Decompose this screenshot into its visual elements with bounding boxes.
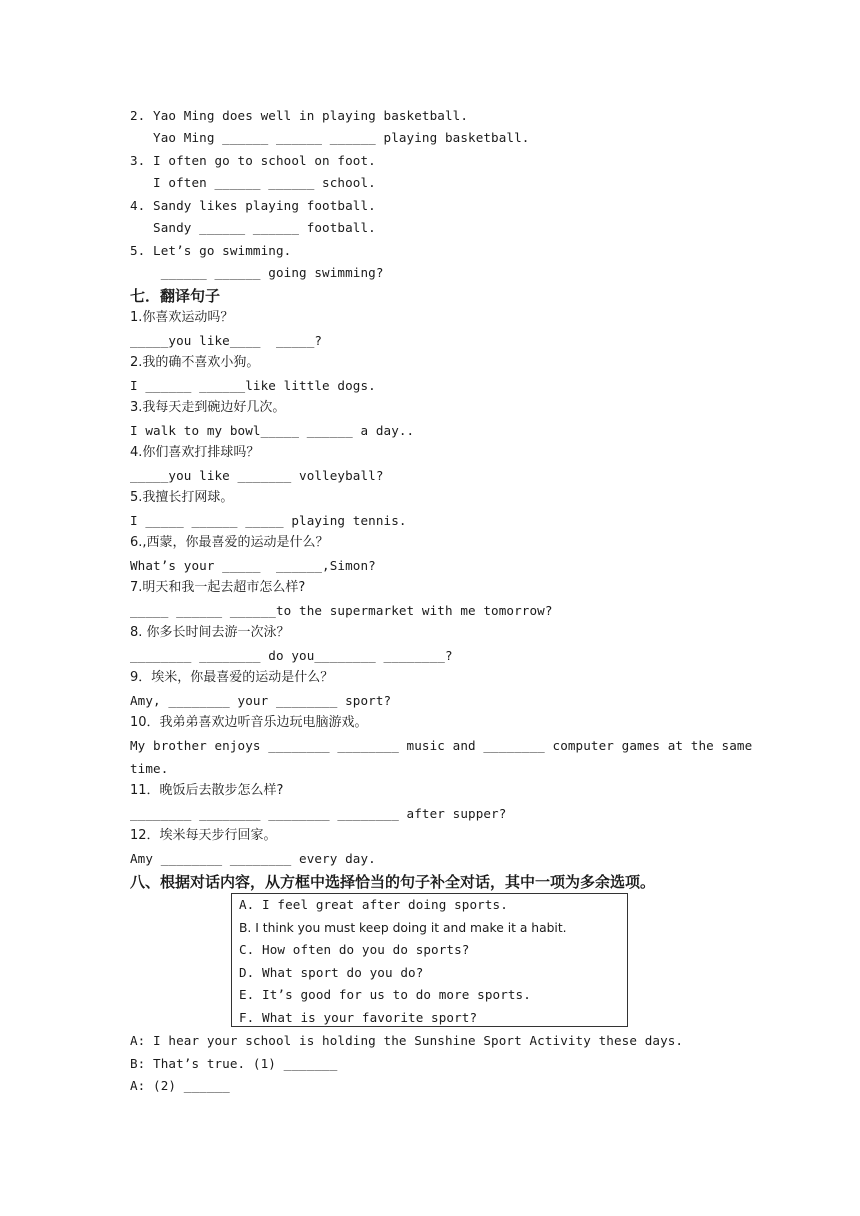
s7-q9-cn: 9．埃米，你最喜爱的运动是什么？ [130, 670, 334, 685]
s7-q8-cn: 8. 你多长时间去游一次泳？ [130, 625, 290, 640]
s6-line-8: ______ ______ going swimming? [130, 265, 384, 280]
s7-q3-en: I walk to my bowl_____ ______ a day.. [130, 423, 415, 438]
s7-q2-en: I ______ ______like little dogs. [130, 378, 376, 393]
option-b: B. I think you must keep doing it and make it a habit. [239, 921, 567, 935]
s7-q8-en: ________ ________ do you________ ________? [130, 648, 453, 663]
s6-line-7: 5. Let’s go swimming. [130, 243, 292, 258]
s7-q6-cn: 6.,西蒙，你最喜爱的运动是什么？ [130, 535, 329, 550]
s6-line-3: 3. I often go to school on foot. [130, 153, 376, 168]
s7-q4-cn: 4.你们喜欢打排球吗？ [130, 445, 260, 460]
section-7-heading: 七．翻译句子 [130, 287, 221, 305]
s7-q5-en: I _____ ______ _____ playing tennis. [130, 513, 407, 528]
s7-q7-en: _____ ______ ______to the supermarket with me tomorrow? [130, 603, 553, 618]
s7-q12-en: Amy ________ ________ every day. [130, 851, 376, 866]
s7-q7-cn: 7.明天和我一起去超市怎么样? [130, 580, 306, 595]
s7-q12-cn: 12．埃米每天步行回家。 [130, 828, 277, 843]
s7-q11-cn: 11．晚饭后去散步怎么样? [130, 783, 284, 798]
s7-q10-en: My brother enjoys ________ ________ music and ________ computer games at the same [130, 738, 753, 753]
option-e: E. It’s good for us to do more sports. [239, 987, 531, 1002]
s6-line-1: 2. Yao Ming does well in playing basketball. [130, 108, 469, 123]
s6-line-6: Sandy ______ ______ football. [130, 220, 376, 235]
options-box [231, 893, 628, 1027]
option-c: C. How often do you do sports? [239, 942, 470, 957]
s7-q5-cn: 5.我擅长打网球。 [130, 490, 234, 505]
dialogue-line-3: A: (2) ______ [130, 1078, 230, 1093]
s7-q6-en: What’s your _____ ______,Simon? [130, 558, 376, 573]
s7-q9-en: Amy, ________ your ________ sport? [130, 693, 392, 708]
s7-q11-en: ________ ________ ________ ________ after supper? [130, 806, 507, 821]
s7-q1-en: _____you like____ _____? [130, 333, 323, 348]
dialogue-line-1: A: I hear your school is holding the Sunshine Sport Activity these days. [130, 1033, 684, 1048]
section-8-heading: 八、根据对话内容，从方框中选择恰当的句子补全对话，其中一项为多余选项。 [130, 873, 656, 891]
s7-q2-cn: 2.我的确不喜欢小狗。 [130, 355, 260, 370]
s7-q4-en: _____you like _______ volleyball? [130, 468, 384, 483]
dialogue-line-2: B: That’s true. (1) _______ [130, 1056, 338, 1071]
s7-q1-cn: 1.你喜欢运动吗？ [130, 310, 234, 325]
s7-q10-en-cont: time. [130, 761, 169, 776]
s6-line-2: Yao Ming ______ ______ ______ playing basketball. [130, 130, 530, 145]
s7-q10-cn: 10．我弟弟喜欢边听音乐边玩电脑游戏。 [130, 715, 368, 730]
option-a: A. I feel great after doing sports. [239, 897, 508, 912]
option-f: F. What is your favorite sport? [239, 1010, 478, 1025]
s6-line-5: 4. Sandy likes playing football. [130, 198, 376, 213]
option-d: D. What sport do you do? [239, 965, 424, 980]
s7-q3-cn: 3.我每天走到碗边好几次。 [130, 400, 286, 415]
s6-line-4: I often ______ ______ school. [130, 175, 376, 190]
